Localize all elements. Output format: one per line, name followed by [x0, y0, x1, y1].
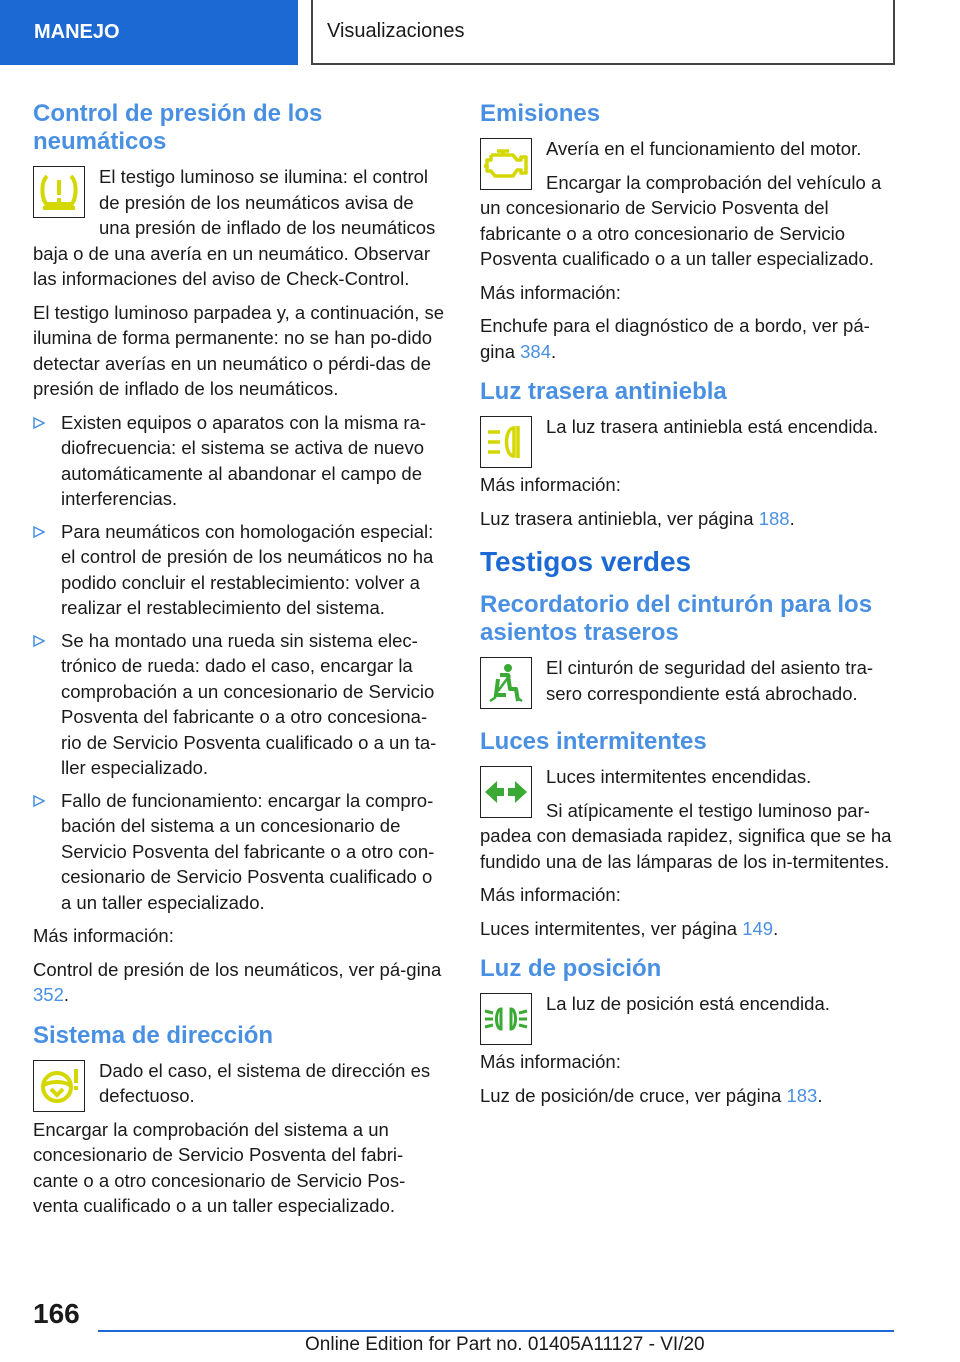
position-light-reference: Luz de posición/de cruce, ver página 183.	[480, 1084, 823, 1106]
rear-fog-title: Luz trasera antiniebla	[480, 378, 727, 405]
page-link-149[interactable]: 149	[742, 917, 774, 939]
steering-wheel-warning-icon	[33, 1060, 85, 1112]
subsection-header	[311, 0, 895, 65]
rear-fog-light-icon	[480, 416, 532, 468]
page-link-352[interactable]: 352	[33, 984, 64, 1005]
page-number: 166	[33, 1298, 80, 1329]
section-tab	[0, 0, 298, 65]
position-light-section	[480, 955, 892, 1108]
section-label: MANEJO	[34, 21, 120, 43]
page-link-384[interactable]: 384	[520, 340, 551, 362]
emissions-p1: Avería en el funcionamiento del motor.	[546, 138, 862, 159]
position-light-icon	[480, 993, 532, 1045]
emissions-more-label: Más información:	[480, 281, 621, 303]
tire-pressure-reference: Control de presión de los neumáticos, ver pá-gina 352.	[33, 958, 442, 1005]
steering-p2: Encargar la comprobación del sistema a un concesionario de Servicio Posventa del fabri-cante o a otro concesionario de Servicio Pos-venta cualificado o a un taller especializado.	[33, 1118, 406, 1216]
green-indicators-heading: Testigos verdes	[480, 546, 692, 577]
triangle-bullet-icon	[33, 417, 45, 429]
triangle-bullet-icon	[33, 635, 45, 647]
turn-signals-title: Luces intermitentes	[480, 728, 707, 755]
emissions-p2: Encargar la comprobación del vehículo a un concesionario de Servicio Posventa del fabricante o a otro concesionario de Servicio Posventa cualificado o a un taller especializado.	[480, 171, 882, 269]
turn-signals-p2: Si atípicamente el testigo luminoso par-padea con demasiada rapidez, significa que se ha fundido una de las lámparas de los in-termitentes.	[480, 799, 892, 872]
list-item: Para neumáticos con homologación especial: el control de presión de los neumáticos no ha podido concluir el restablecimiento: volver a realizar el restablecimiento del sistema.	[33, 519, 446, 621]
emissions-intro	[480, 136, 892, 280]
turn-signals-section	[480, 728, 892, 941]
seatbelt-intro	[480, 655, 892, 714]
tire-pressure-p1: El testigo luminoso se ilumina: el control de presión de los neumáticos avisa de una presión de inflado de los neumáticos baja o de una avería en un neumático. Observar las informaciones del aviso de Check-Control.	[33, 166, 436, 289]
turn-signals-p1: Luces intermitentes encendidas.	[546, 766, 812, 787]
turn-signals-intro	[480, 764, 892, 882]
page-link-188[interactable]: 188	[758, 507, 790, 529]
seatbelt-icon	[480, 657, 532, 709]
steering-title: Sistema de dirección	[33, 1021, 274, 1049]
seatbelt-p1: El cinturón de seguridad del asiento tra-sero correspondiente está abrochado.	[546, 657, 874, 704]
page-link-183[interactable]: 183	[786, 1084, 818, 1106]
steering-intro	[33, 1058, 446, 1227]
tire-pressure-title: Control de presión de los neumáticos	[33, 100, 323, 155]
emissions-title: Emisiones	[480, 100, 601, 127]
turn-signal-arrows-icon	[480, 766, 532, 818]
position-light-intro	[480, 991, 892, 1049]
position-light-p1: La luz de posición está encendida.	[546, 993, 830, 1014]
tire-pressure-intro	[33, 164, 446, 300]
seatbelt-section	[480, 591, 892, 714]
rear-fog-more-label: Más información:	[480, 474, 621, 495]
tire-pressure-bullets	[33, 410, 446, 916]
seatbelt-title: Recordatorio del cinturón para los asientos traseros	[480, 591, 873, 646]
triangle-bullet-icon	[33, 526, 45, 538]
emissions-reference: Enchufe para el diagnóstico de a bordo, ver pá-gina 384.	[480, 315, 870, 362]
turn-signals-more-label: Más información:	[480, 884, 621, 905]
rear-fog-p1: La luz trasera antiniebla está encendida.	[546, 416, 879, 437]
tire-pressure-more-label: Más información:	[33, 925, 174, 946]
list-item: Se ha montado una rueda sin sistema elec-trónico de rueda: dado el caso, encargar la comprobación a un concesionario de Servicio Posventa del fabricante o a otro concesiona-rio de Servicio Posventa cualificado o a un ta-ller especializado.	[33, 628, 446, 781]
check-engine-icon	[480, 138, 532, 190]
footer-edition: Online Edition for Part no. 01405A11127 - VI/20	[305, 1334, 705, 1355]
tire-pressure-p2: El testigo luminoso parpadea y, a continuación, se ilumina de forma permanente: no se han po-dido detectar averías en un neumático o pérdi-das de presión de inflado de los neumáticos.	[33, 301, 445, 399]
position-light-more-label: Más información:	[480, 1051, 621, 1072]
tire-pressure-section	[33, 100, 446, 1008]
rear-fog-intro	[480, 414, 892, 472]
steering-section	[33, 1022, 446, 1227]
turn-signals-reference: Luces intermitentes, ver página 149.	[480, 917, 779, 939]
triangle-bullet-icon	[33, 795, 45, 807]
footer-divider	[98, 1330, 894, 1332]
rear-fog-reference: Luz trasera antiniebla, ver página 188.	[480, 507, 795, 529]
list-item: Fallo de funcionamiento: encargar la compro-bación del sistema a un concesionario de Servicio Posventa del fabricante o a otro con-cesionario de Servicio Posventa cualificado o a un taller especializado.	[33, 788, 446, 916]
right-column	[480, 100, 892, 1122]
position-light-title: Luz de posición	[480, 955, 662, 982]
steering-p1: Dado el caso, el sistema de dirección es defectuoso.	[99, 1059, 431, 1106]
emissions-section	[480, 100, 892, 364]
left-column	[33, 100, 446, 1241]
subsection-label: Visualizaciones	[327, 20, 465, 42]
tire-pressure-warning-icon	[33, 166, 85, 218]
rear-fog-section	[480, 378, 892, 531]
list-item: Existen equipos o aparatos con la misma ra-diofrecuencia: el sistema se activa de nuevo automáticamente al abandonar el campo de interferencias.	[33, 410, 446, 512]
